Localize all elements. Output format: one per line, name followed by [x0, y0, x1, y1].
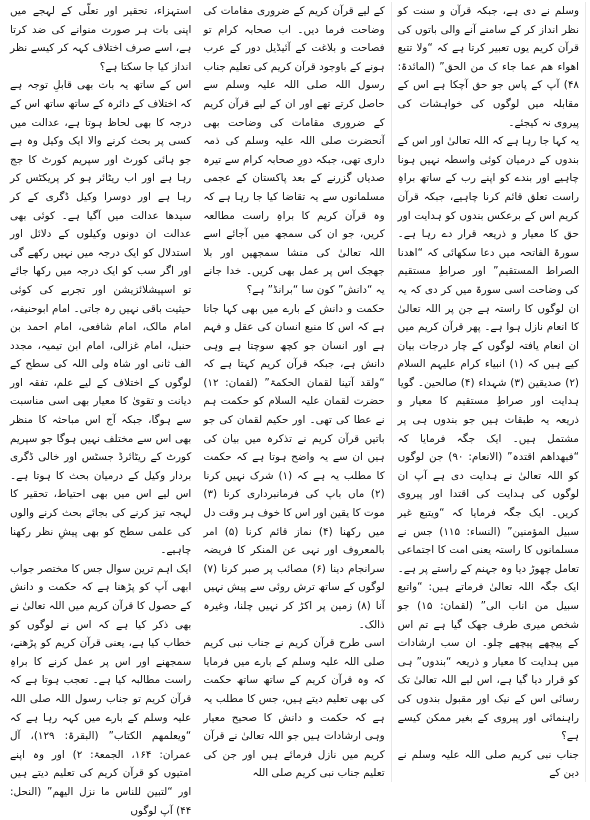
- paragraph: ایک اہم ترین سوال جس کا مختصر جواب ابھی آپ کو پڑھنا ہے کہ حکمت و دانش کے حصول کا قرآن کریم میں اللہ تعالیٰ نے بھی ذکر کیا ہے کہ اس نے لوگوں کو خطاب کیا ہے، یعنی قرآن کریم کو پڑھنے، سمجھنے اور اس پر عمل کرنے کا براہِ راست مطالبہ کیا ہے۔ تعجب ہوتا ہے کہ قرآن کریم تو جناب رسول اللہ صلی اللہ علیہ وسلم کے بارے میں کہہ رہا ہے کہ “ویعلمھم الکتاب” (البقرۃ: ۱۲۹)، آل عمران: ۱۶۴، الجمعۃ: ۲) اور وہ اپنے امتیوں کو قرآن کریم کی تعلیم دیتے ہیں اور “لتبین للناس ما نزل الیھم” (النحل: ۴۴) آپ لوگوں: [10, 562, 192, 817]
- column-middle: [197, 2, 391, 782]
- paragraph: وسلم نے دی ہے، جبکہ قرآن و سنت کو نظر انداز کر کے سامنے آنے والی باتوں کی قرآن کریم یوں تعبیر کرتا ہے کہ “ولا تتبع اھواء ھم عما جاء ک من الحق” (المائدۃ: ۴۸) آپ کے پاس جو حق آچکا ہے اس کے مقابلہ میں لوگوں کی خواہشات کی پیروی نہ کیجئے۔: [397, 5, 579, 129]
- column-right: [4, 2, 197, 817]
- paragraph: جناب نبی کریم صلی اللہ علیہ وسلم نے دین کے: [397, 748, 579, 780]
- paragraph: کے لیے قرآن کریم کے ضروری مقامات کی وضاحت فرما دیں۔ اب صحابہ کرام تو فصاحت و بلاغت کے آئیڈیل دور کے عرب ہونے کے باوجود قرآن کریم کی تعلیم جناب رسول اللہ صلی اللہ علیہ وسلم سے حاصل کرتے تھے اور ان کے لیے قرآن کریم کے ضروری مقامات کی وضاحت بھی آنحضرت صلی اللہ علیہ وسلم کی ذمہ داری تھی، جبکہ دورِ صحابہ کرام سے تیرہ صدیاں گزرنے کے بعد پاکستان کے عجمی مسلمانوں سے یہ تقاضا کیا جا رہا ہے کہ وہ قرآن کریم کا براہِ راست مطالعہ کریں، جو ان کی سمجھ میں آجائے اسے اللہ تعالیٰ کی منشا سمجھیں اور بلا جھجک اس پر عمل بھی کریں۔ خدا جانے یہ “دانش” کون سا “برانڈ” ہے؟: [203, 5, 385, 296]
- paragraph: استہزاء، تحقیر اور تعلّی کے لہجے میں اپنی بات ہر صورت منوانے کی ضد کرتا ہے، اسے صرف اختلاف کہہ کر کیسے نظر انداز کیا جا سکتا ہے؟: [10, 5, 192, 73]
- paragraph: اسی طرح قرآن کریم نے جناب نبی کریم صلی اللہ علیہ وسلم کے بارے میں فرمایا کہ وہ قرآن کریم کے ساتھ ساتھ حکمت کی بھی تعلیم دیتے ہیں، جس کا مطلب یہ ہے کہ حکمت و دانش کا صحیح معیار وہی ارشادات ہیں جو اللہ تعالیٰ نے قرآن کریم میں نازل فرمائے ہیں اور جن کی تعلیم جناب نبی کریم صلی اللہ: [203, 637, 385, 780]
- paragraph: یہ کہا جا رہا ہے کہ اللہ تعالیٰ اور اس کے بندوں کے درمیان کوئی واسطہ نہیں ہونا چاہیے اور بندے کو اپنے رب کے ساتھ براہِ راست تعلق قائم کرنا چاہیے، جبکہ قرآن کریم اس کے برعکس بندوں کو ہدایت اور حق کا معیار و ذریعہ قرار دے رہا ہے۔ سورۃ الفاتحہ میں دعا سکھائی کہ “اھدنا الصراط المستقیم” اور صراطِ مستقیم کی وضاحت اسی سورۃ میں کر دی کہ یہ ان لوگوں کا راستہ ہے جن پر اللہ تعالیٰ کا انعام نازل ہوا ہے۔ پھر قرآن کریم میں ان انعام یافتہ لوگوں کے چار درجات بیان کیے ہیں کہ (۱) انبیاء کرام علیہم السلام (۲) صدیقین (۳) شہداء (۴) صالحین۔ گویا ہدایت اور صراطِ مستقیم کا معیار و ذریعہ یہ طبقات ہیں جو بندوں ہی پر مشتمل ہیں۔ ایک جگہ فرمایا کہ “فبھداھم اقتدہ” (الانعام: ۹۰) جن لوگوں کو اللہ تعالیٰ نے ہدایت دی ہے آپ ان لوگوں کی ہدایت کی اقتدا اور پیروی کریں۔ ایک جگہ فرمایا کہ “ویتبع غیر سبیل المؤمنین” (النساء: ۱۱۵) جس نے مسلمانوں کا راستہ یعنی امت کا اجتماعی تعامل چھوڑ دیا وہ جہنم کے راستے پر ہے۔ ایک جگہ اللہ تعالیٰ فرماتے ہیں: “واتبع سبیل من اناب الی” (لقمان: ۱۵) جو شخص میری طرف جھک گیا ہے تم اس کے پیچھے پیچھے چلو۔ ان سب ارشادات میں ہدایت کا معیار و ذریعہ “بندوں” ہی کو قرار دیا گیا ہے، اس لیے اللہ تعالیٰ تک رسائی اس کے نیک اور مقبول بندوں کی راہنمائی اور پیروی کے بغیر ممکن کیسے ہے؟: [397, 135, 579, 743]
- column-left: [392, 2, 586, 782]
- paragraph: اس کے ساتھ یہ بات بھی قابلِ توجہ ہے کہ اختلاف کے دائرہ کے ساتھ ساتھ اس کے درجہ کا بھی لحاظ ہوتا ہے، عدالت میں کسی پر بحث کرنے والا ایک وکیل وہ ہے جو ہائی کورٹ اور سپریم کورٹ کا جج رہا ہے اور اب ریٹائر ہو کر پریکٹس کر رہا ہے اور دوسرا وکیل ڈگری کے کر سیدھا عدالت میں آگیا ہے۔ کوئی بھی عدالت ان دونوں وکیلوں کے دلائل اور استدلال کو ایک درجہ میں نہیں رکھے گی اور اگر سب کو ایک درجہ میں رکھا جائے تو اسپیشلائزیشن اور تجربے کی کوئی حیثیت باقی نہیں رہ جاتی۔ امام ابوحنیفہ، امام مالک، امام شافعی، امام احمد بن حنبل، امام غزالی، امام ابن تیمیہ، مجدد الف ثانی اور شاہ ولی اللہ کی سطح کے لوگوں کے اختلاف کے لیے علم، تفقہ اور دیانت و تقویٰ کا معیار بھی اسی مناسبت سے ہوگا، جبکہ آج اس مباحثہ کا منظر بھی اس سے مختلف نہیں ہوگا جو سپریم کورٹ کے ریٹائرڈ جسٹس اور خالی ڈگری بردار وکیل کے درمیان بحث کا ہوتا ہے۔ اس لیے اس میں بھی احتیاط، تحقیر کا لہجہ تیز کرنے کی بجائے بحث کرنے والوں کی علمی سطح کو بھی پیشِ نظر رکھنا چاہیے۔: [10, 79, 192, 557]
- paragraph: حکمت و دانش کے بارے میں بھی کہا جاتا ہے کہ اس کا منبع انسان کی عقل و فہم ہے اور انسان جو کچھ سوچتا ہے وہی دانش ہے، جبکہ قرآن کریم کہتا ہے کہ “ولقد آتینا لقمان الحکمۃ” (لقمان: ۱۲) حضرت لقمان علیہ السلام کو حکمت ہم نے عطا کی تھی۔ اور حکیم لقمان کی جو باتیں قرآن کریم نے تذکرہ میں بیان کی ہیں ان سے یہ واضح ہوتا ہے کہ حکمت کا مطلب یہ ہے کہ (۱) شرک نہیں کرنا (۲) ماں باپ کی فرمانبرداری کرنا (۳) موت کا یقین اور اس کا خوف ہر وقت دل میں رکھنا (۴) نماز قائم کرنا (۵) امر بالمعروف اور نہی عن المنکر کا فریضہ سرانجام دینا (۶) مصائب پر صبر کرنا (۷) لوگوں کے ساتھ ترش روئی سے پیش نہیں آنا (۸) زمین پر اکڑ کر نہیں چلنا، وغیرہ ذالک۔: [203, 302, 385, 631]
